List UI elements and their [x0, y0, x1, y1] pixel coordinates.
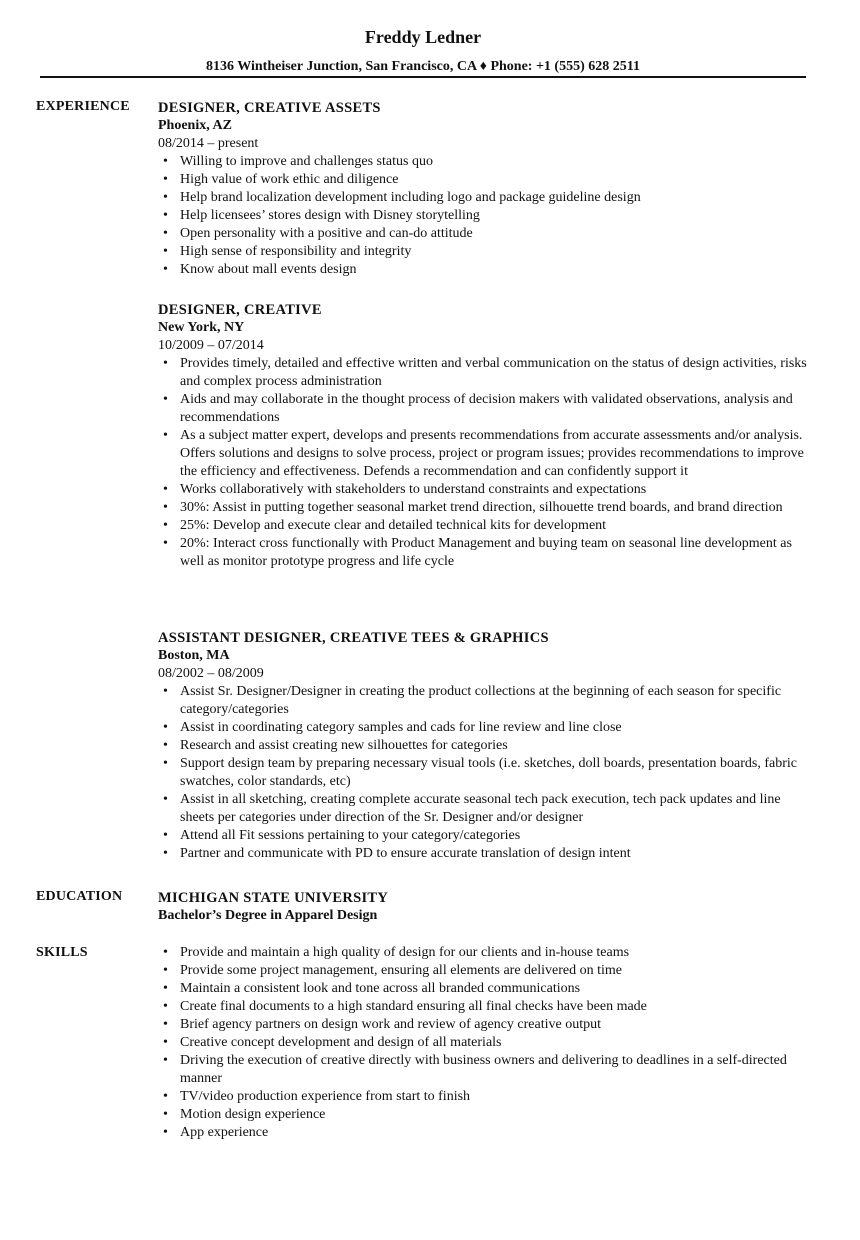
job-title: DESIGNER, CREATIVE: [158, 302, 322, 318]
list-item: • Research and assist creating new silhouettes for categories: [158, 737, 818, 755]
list-item: • App experience: [158, 1124, 818, 1142]
list-item: • Willing to improve and challenges status quo: [158, 153, 818, 171]
list-item: • 20%: Interact cross functionally with Product Management and buying team on seasonal line development as well as monitor prototype progress and life cycle: [158, 535, 818, 571]
list-item: • Assist Sr. Designer/Designer in creating the product collections at the beginning of each season for specific category/categories: [158, 683, 818, 719]
list-item: • Open personality with a positive and can-do attitude: [158, 225, 818, 243]
list-item: • Help licensees’ stores design with Disney storytelling: [158, 207, 818, 225]
skills-entry: [158, 944, 818, 1142]
section-label-education: EDUCATION: [36, 889, 123, 904]
list-item: • Partner and communicate with PD to ensure accurate translation of design intent: [158, 845, 818, 863]
list-item: • Assist in coordinating category samples and cads for line review and line close: [158, 719, 818, 737]
list-item: • Provides timely, detailed and effective written and verbal communication on the status of design activities, risks and complex process administration: [158, 355, 818, 391]
list-item: • 30%: Assist in putting together seasonal market trend direction, silhouette trend boards, and brand direction: [158, 499, 818, 517]
list-item: • Attend all Fit sessions pertaining to your category/categories: [158, 827, 818, 845]
list-item: • Maintain a consistent look and tone across all branded communications: [158, 980, 818, 998]
job-dates: 10/2009 – 07/2014: [158, 338, 264, 353]
list-item: • Creative concept development and design of all materials: [158, 1034, 818, 1052]
job-entry: [158, 99, 818, 279]
list-item: • As a subject matter expert, develops and presents recommendations from accurate assessments and/or analysis. Offers solutions and designs to solve process, project or program issues; provides recommendations to improve the efficiency and effectiveness. Defends a recommendation and can confidently support it: [158, 427, 818, 481]
list-item: • Works collaboratively with stakeholders to understand constraints and expectations: [158, 481, 818, 499]
list-item: • Aids and may collaborate in the thought process of decision makers with validated observations, analysis and recommendations: [158, 391, 818, 427]
job-entry: [158, 629, 818, 863]
list-item: • Help brand localization development including logo and package guideline design: [158, 189, 818, 207]
contact-line: 8136 Wintheiser Junction, San Francisco, CA ♦ Phone: +1 (555) 628 2511: [206, 59, 640, 74]
list-item: • TV/video production experience from start to finish: [158, 1088, 818, 1106]
job-entry: [158, 301, 818, 571]
job-bullets: [158, 355, 818, 571]
list-item: • High sense of responsibility and integrity: [158, 243, 818, 261]
list-item: • Brief agency partners on design work and review of agency creative output: [158, 1016, 818, 1034]
list-item: • Motion design experience: [158, 1106, 818, 1124]
list-item: • Create final documents to a high standard ensuring all final checks have been made: [158, 998, 818, 1016]
job-location: Boston, MA: [158, 648, 230, 663]
job-bullets: [158, 153, 818, 279]
job-title: DESIGNER, CREATIVE ASSETS: [158, 100, 381, 116]
resume-name: Freddy Ledner: [364, 27, 482, 47]
list-item: • Know about mall events design: [158, 261, 818, 279]
job-location: Phoenix, AZ: [158, 118, 232, 133]
job-location: New York, NY: [158, 320, 245, 335]
section-label-skills: SKILLS: [36, 945, 88, 960]
job-bullets: [158, 683, 818, 863]
list-item: • Provide some project management, ensuring all elements are delivered on time: [158, 962, 818, 980]
list-item: • Provide and maintain a high quality of design for our clients and in-house teams: [158, 944, 818, 962]
job-dates: 08/2002 – 08/2009: [158, 666, 264, 681]
degree-name: Bachelor’s Degree in Apparel Design: [158, 908, 378, 923]
section-label-experience: EXPERIENCE: [36, 99, 130, 114]
education-entry: [158, 889, 818, 925]
list-item: • 25%: Develop and execute clear and detailed technical kits for development: [158, 517, 818, 535]
list-item: • Support design team by preparing necessary visual tools (i.e. sketches, doll boards, presentation boards, fabric swatches, color standards, etc): [158, 755, 818, 791]
skills-list: [158, 944, 818, 1142]
header-divider: [40, 76, 806, 78]
list-item: • Driving the execution of creative directly with business owners and delivering to deadlines in a self-directed manner: [158, 1052, 818, 1088]
list-item: • Assist in all sketching, creating complete accurate seasonal tech pack execution, tech pack updates and line sheets per categories under direction of the Sr. Designer and/or designer: [158, 791, 818, 827]
list-item: • High value of work ethic and diligence: [158, 171, 818, 189]
school-name: MICHIGAN STATE UNIVERSITY: [158, 890, 389, 906]
job-title: ASSISTANT DESIGNER, CREATIVE TEES & GRAPHICS: [158, 630, 549, 646]
job-dates: 08/2014 – present: [158, 136, 259, 151]
